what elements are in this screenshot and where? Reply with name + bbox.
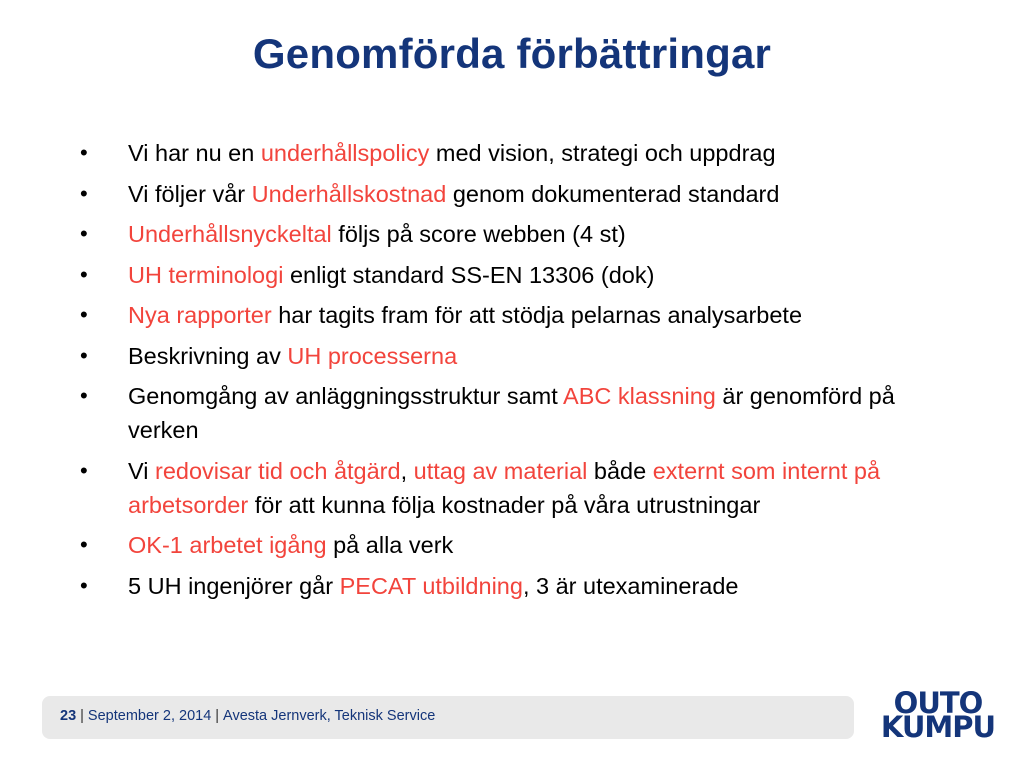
highlighted-text: Underhållsnyckeltal xyxy=(128,221,332,247)
bullet-dot-icon: • xyxy=(80,302,88,327)
bullet-text: Genomgång av anläggningsstruktur samt xyxy=(128,383,564,409)
bullet-item xyxy=(80,298,950,332)
bullet-dot-icon: • xyxy=(80,457,88,483)
bullet-item xyxy=(80,217,950,251)
highlighted-text: OK-1 arbetet igång xyxy=(128,532,327,558)
bullet-item xyxy=(80,258,950,292)
bullet-text: Vi följer vår xyxy=(128,180,252,207)
bullet-text: Vi har nu en xyxy=(128,140,261,166)
highlighted-text: underhållspolicy xyxy=(260,140,430,166)
logo-line-1: OUTO xyxy=(893,686,983,720)
bullet-text: med vision, strategi och uppdrag xyxy=(429,140,776,166)
bullet-text: följs på score webben (4 st) xyxy=(331,221,626,247)
footer-date: September 2, 2014 xyxy=(87,708,212,724)
highlighted-text: PECAT utbildning xyxy=(339,572,523,599)
footer-separator: | xyxy=(215,708,220,724)
bullet-text: både xyxy=(587,457,653,484)
highlighted-text: ABC klassning xyxy=(563,383,716,409)
bullet-dot-icon: • xyxy=(80,383,88,408)
footer-bar xyxy=(42,696,854,739)
highlighted-text: UH terminologi xyxy=(128,261,284,288)
bullet-text: för att kunna följa kostnader på våra utrustningar xyxy=(248,491,761,518)
bullet-item xyxy=(80,136,950,170)
bullet-dot-icon: • xyxy=(80,140,88,165)
highlighted-text: externt som internt på arbetsorder xyxy=(128,457,881,518)
highlighted-text: Nya rapporter xyxy=(128,302,272,328)
bullet-text: genom dokumenterad standard xyxy=(446,180,780,207)
footer-org: Avesta Jernverk, Teknisk Service xyxy=(223,708,436,724)
bullet-item xyxy=(80,177,950,211)
bullet-dot-icon: • xyxy=(80,180,88,206)
bullet-text: har tagits fram för att stödja pelarnas analysarbete xyxy=(271,302,803,328)
bullet-text: , xyxy=(400,457,414,484)
bullet-text: är genomförd på verken xyxy=(128,383,895,443)
bullet-item xyxy=(80,569,950,603)
bullet-dot-icon: • xyxy=(80,261,88,287)
logo-line-2: KUMPU xyxy=(880,710,996,744)
highlighted-text: UH processerna xyxy=(287,342,458,369)
outokumpu-logo xyxy=(878,688,998,744)
footer-separator: | xyxy=(80,708,84,724)
bullet-text: Vi xyxy=(128,457,155,484)
bullet-dot-icon: • xyxy=(80,572,88,598)
highlighted-text: Underhållskostnad xyxy=(251,180,447,207)
bullet-text: Beskrivning av xyxy=(128,342,288,369)
bullet-item xyxy=(80,454,950,522)
bullet-text: , 3 är utexaminerade xyxy=(522,572,739,599)
bullet-item xyxy=(80,528,950,562)
highlighted-text: redovisar tid och åtgärd xyxy=(155,457,401,484)
bullet-text: på alla verk xyxy=(326,532,454,558)
bullet-list xyxy=(80,136,950,609)
bullet-dot-icon: • xyxy=(80,532,88,557)
bullet-text: 5 UH ingenjörer går xyxy=(128,572,340,599)
highlighted-text: uttag av material xyxy=(413,457,588,484)
bullet-item xyxy=(80,379,950,447)
footer-text xyxy=(60,708,435,724)
bullet-dot-icon: • xyxy=(80,342,88,368)
bullet-item xyxy=(80,339,950,373)
bullet-text: enligt standard SS-EN 13306 (dok) xyxy=(283,261,655,288)
slide-title: Genomförda förbättringar xyxy=(252,30,772,77)
page-number: 23 xyxy=(60,708,77,724)
bullet-dot-icon: • xyxy=(80,221,88,246)
